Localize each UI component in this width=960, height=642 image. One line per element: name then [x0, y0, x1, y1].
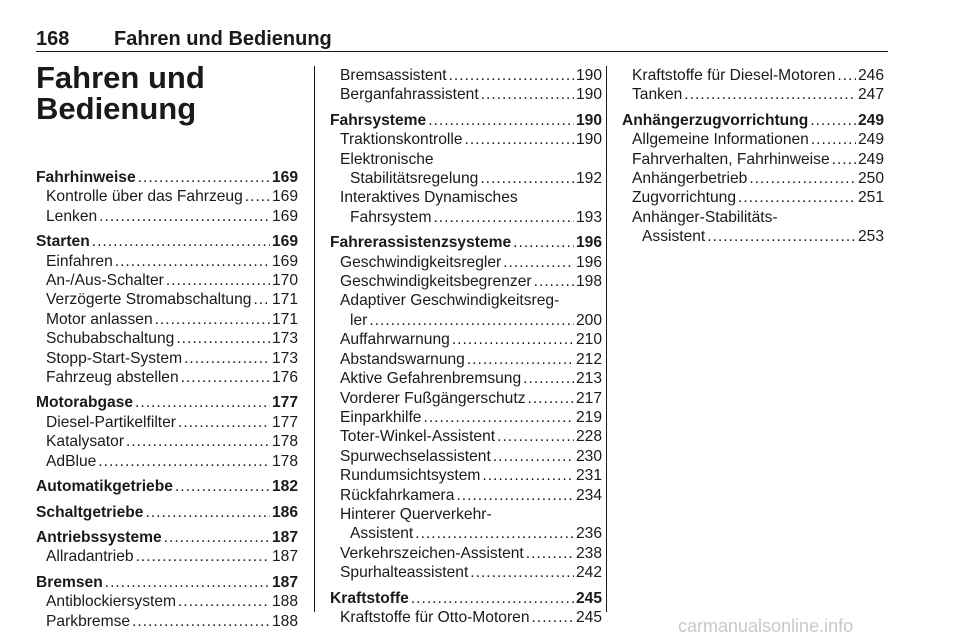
- dot-leader: [136, 547, 270, 566]
- toc-section-entry[interactable]: [330, 233, 602, 252]
- dot-leader: [493, 447, 574, 466]
- toc-entry-label: Einfahren: [46, 252, 113, 270]
- toc-entry-label: Abstandswarnung: [340, 350, 465, 368]
- dot-leader: [470, 563, 574, 582]
- toc-entry-label: Anhänger-Stabilitäts-: [632, 208, 778, 226]
- toc-entry-label: Spurhalteassistent: [340, 564, 469, 582]
- dot-leader: [532, 608, 574, 627]
- toc-entry-page: 177: [271, 394, 298, 412]
- toc-entry-label: Berganfahrassistent: [340, 86, 479, 104]
- dot-leader: [132, 612, 270, 631]
- toc-entry-page: 190: [575, 111, 602, 129]
- dot-leader: [166, 271, 270, 290]
- toc-entry[interactable]: [36, 252, 298, 271]
- chapter-title-line-2: Bedienung: [36, 91, 197, 126]
- toc-entry-page: 217: [575, 389, 602, 407]
- toc-entry-page: 236: [575, 525, 602, 543]
- toc-entry-page: 169: [271, 252, 298, 270]
- dot-leader: [155, 310, 270, 329]
- dot-leader: [138, 168, 270, 187]
- toc-column-1: [36, 168, 298, 631]
- toc-entry-page: 171: [271, 310, 298, 328]
- toc-section-entry[interactable]: [36, 528, 298, 547]
- toc-entry-page: 200: [575, 311, 602, 329]
- toc-entry[interactable]: [36, 290, 298, 309]
- toc-entry-page: 246: [857, 67, 884, 84]
- toc-entry-page: 190: [575, 86, 602, 104]
- dot-leader: [415, 524, 574, 543]
- toc-entry-page: 249: [857, 150, 884, 168]
- toc-entry-page: 238: [575, 544, 602, 562]
- toc-entry-page: 173: [271, 349, 298, 367]
- toc-entry-label: Motor anlassen: [46, 310, 153, 328]
- toc-entry[interactable]: [36, 452, 298, 471]
- toc-entry-page: 196: [575, 253, 602, 271]
- toc-entry-label: Kraftstoffe: [330, 589, 409, 607]
- toc-entry-label: An-/Aus-Schalter: [46, 272, 164, 290]
- toc-entry[interactable]: [330, 85, 602, 104]
- dot-leader: [98, 452, 270, 471]
- toc-entry-label: Fahrerassistenzsysteme: [330, 234, 512, 252]
- toc-section-entry[interactable]: [36, 503, 298, 522]
- toc-entry-label: Fahrsysteme: [330, 111, 427, 129]
- dot-leader: [245, 187, 270, 206]
- toc-entry-page: 177: [271, 413, 298, 431]
- dot-leader: [465, 130, 574, 149]
- chapter-title: [36, 62, 306, 124]
- toc-entry-label: Spurwechselassistent: [340, 447, 491, 465]
- toc-entry-label: ler: [350, 311, 368, 329]
- toc-entry-page: 186: [271, 503, 298, 521]
- toc-entry[interactable]: [36, 413, 298, 432]
- toc-entry[interactable]: [330, 66, 602, 85]
- dot-leader: [105, 573, 270, 592]
- toc-section-entry[interactable]: [330, 589, 602, 608]
- toc-entry-label: Fahrzeug abstellen: [46, 369, 179, 387]
- toc-entry-page: 247: [857, 86, 884, 104]
- toc-section-entry[interactable]: [36, 477, 298, 496]
- toc-entry[interactable]: [622, 188, 884, 207]
- toc-entry-label: Allgemeine Informationen: [632, 131, 809, 149]
- dot-leader: [837, 66, 856, 85]
- toc-entry-page: 249: [857, 131, 884, 149]
- dot-leader: [707, 227, 856, 246]
- toc-entry-label: Zugvorrichtung: [632, 189, 737, 207]
- toc-entry-label: AdBlue: [46, 452, 97, 470]
- toc-entry-page: 251: [857, 189, 884, 207]
- toc-entry-page: 242: [575, 564, 602, 582]
- toc-entry[interactable]: [36, 310, 298, 329]
- toc-entry[interactable]: [622, 227, 884, 246]
- watermark: carmanualsonline.info: [678, 616, 854, 636]
- column-divider-1: [314, 66, 315, 612]
- dot-leader: [178, 413, 270, 432]
- toc-entry-page: 213: [575, 370, 602, 388]
- dot-leader: [810, 111, 856, 130]
- toc-entry[interactable]: [330, 505, 602, 524]
- toc-entry-page: 230: [575, 447, 602, 465]
- dot-leader: [92, 232, 270, 251]
- toc-entry[interactable]: [36, 271, 298, 290]
- chapter-title-line-1: Fahren und: [36, 60, 205, 95]
- toc-entry[interactable]: [622, 150, 884, 169]
- dot-leader: [411, 589, 574, 608]
- column-divider-2: [606, 66, 607, 612]
- toc-entry-page: 192: [575, 170, 602, 188]
- dot-leader: [452, 330, 574, 349]
- toc-section-entry[interactable]: [36, 393, 298, 412]
- dot-leader: [428, 111, 574, 130]
- dot-leader: [184, 349, 270, 368]
- toc-entry-page: 198: [575, 273, 602, 291]
- toc-entry-label: Rückfahrkamera: [340, 486, 455, 504]
- toc-entry[interactable]: [36, 349, 298, 368]
- toc-column-2: [330, 66, 602, 627]
- dot-leader: [115, 252, 270, 271]
- header-rule: [36, 51, 888, 52]
- dot-leader: [449, 66, 574, 85]
- dot-leader: [528, 389, 574, 408]
- page-number: 168: [36, 28, 70, 50]
- toc-entry[interactable]: [330, 447, 602, 466]
- toc-entry[interactable]: [622, 169, 884, 188]
- toc-entry-page: 169: [271, 188, 298, 206]
- toc-entry-label: Bremsen: [36, 573, 103, 591]
- dot-leader: [832, 150, 856, 169]
- toc-entry[interactable]: [330, 272, 602, 291]
- toc-entry-page: 188: [271, 612, 298, 630]
- toc-entry-label: Kraftstoffe für Diesel-Motoren: [632, 67, 836, 84]
- toc-entry[interactable]: [330, 389, 602, 408]
- toc-entry-label: Antiblockiersystem: [46, 593, 176, 611]
- dot-leader: [176, 329, 270, 348]
- toc-entry[interactable]: [36, 368, 298, 387]
- toc-section-entry[interactable]: [622, 111, 884, 130]
- toc-entry-label: Schaltgetriebe: [36, 503, 144, 521]
- toc-entry-page: 210: [575, 331, 602, 349]
- toc-entry-label: Rundumsichtsystem: [340, 467, 481, 485]
- toc-entry-label: Lenken: [46, 207, 98, 225]
- toc-entry-label: Automatikgetriebe: [36, 478, 173, 496]
- toc-entry-label: Starten: [36, 233, 90, 251]
- dot-leader: [126, 432, 270, 451]
- dot-leader: [178, 592, 270, 611]
- toc-entry-page: 173: [271, 330, 298, 348]
- toc-entry[interactable]: [330, 169, 602, 188]
- toc-entry-label: Anhängerzugvorrichtung: [622, 111, 809, 129]
- toc-entry-page: 171: [271, 291, 298, 309]
- toc-entry-page: 187: [271, 573, 298, 591]
- toc-entry[interactable]: [36, 592, 298, 611]
- toc-entry-label: Verkehrszeichen-Assistent: [340, 544, 524, 562]
- dot-leader: [145, 503, 270, 522]
- toc-entry[interactable]: [36, 432, 298, 451]
- toc-entry-page: 231: [575, 467, 602, 485]
- toc-entry[interactable]: [330, 150, 602, 169]
- toc-entry-label: Interaktives Dynamisches: [340, 189, 518, 207]
- toc-entry[interactable]: [330, 466, 602, 485]
- toc-entry[interactable]: [330, 350, 602, 369]
- toc-entry-label: Tanken: [632, 86, 683, 104]
- toc-entry[interactable]: [330, 369, 602, 388]
- toc-entry[interactable]: [330, 608, 602, 627]
- toc-entry-page: 253: [857, 228, 884, 246]
- toc-entry-page: 190: [575, 67, 602, 84]
- page-header: [36, 28, 888, 52]
- toc-entry[interactable]: [36, 612, 298, 631]
- dot-leader: [684, 85, 856, 104]
- running-title: Fahren und Bedienung: [114, 28, 332, 50]
- toc-entry-page: 193: [575, 208, 602, 226]
- toc-entry-page: 178: [271, 433, 298, 451]
- dot-leader: [513, 233, 574, 252]
- dot-leader: [503, 253, 574, 272]
- toc-entry-label: Katalysator: [46, 433, 125, 451]
- dot-leader: [423, 408, 573, 427]
- dot-leader: [749, 169, 856, 188]
- toc-entry-label: Aktive Gefahrenbremsung: [340, 370, 522, 388]
- toc-entry-page: 187: [271, 528, 298, 546]
- toc-entry-page: 196: [575, 234, 602, 252]
- toc-entry-label: Einparkhilfe: [340, 408, 422, 426]
- toc-entry-page: 187: [271, 548, 298, 566]
- toc-entry[interactable]: [622, 66, 884, 85]
- toc-entry-label: Stopp-Start-System: [46, 349, 183, 367]
- toc-section-entry[interactable]: [330, 111, 602, 130]
- dot-leader: [534, 272, 574, 291]
- toc-entry-page: 178: [271, 452, 298, 470]
- dot-leader: [369, 311, 574, 330]
- toc-entry[interactable]: [330, 563, 602, 582]
- toc-section-entry[interactable]: [36, 232, 298, 251]
- dot-leader: [480, 169, 574, 188]
- toc-entry[interactable]: [36, 329, 298, 348]
- toc-entry-label: Fahrhinweise: [36, 169, 136, 186]
- toc-entry-label: Kontrolle über das Fahrzeug: [46, 188, 243, 206]
- toc-entry-page: 169: [271, 207, 298, 225]
- toc-entry-label: Assistent: [350, 525, 414, 543]
- toc-entry-label: Fahrsystem: [350, 208, 432, 226]
- toc-entry[interactable]: [330, 408, 602, 427]
- toc-entry[interactable]: [36, 207, 298, 226]
- toc-entry[interactable]: [330, 311, 602, 330]
- dot-leader: [456, 486, 574, 505]
- toc-entry-label: Antriebssysteme: [36, 528, 162, 546]
- toc-entry[interactable]: [330, 544, 602, 563]
- toc-entry-label: Auffahrwarnung: [340, 331, 450, 349]
- toc-entry-label: Diesel-Partikelfilter: [46, 413, 176, 431]
- toc-entry-label: Adaptiver Geschwindigkeitsreg-: [340, 292, 560, 310]
- toc-entry-label: Parkbremse: [46, 612, 131, 630]
- dot-leader: [99, 207, 270, 226]
- toc-entry-label: Geschwindigkeitsbegrenzer: [340, 273, 532, 291]
- dot-leader: [175, 477, 270, 496]
- toc-entry-page: 212: [575, 350, 602, 368]
- toc-entry-label: Bremsassistent: [340, 67, 447, 84]
- toc-entry-page: 228: [575, 428, 602, 446]
- toc-entry-page: 249: [857, 111, 884, 129]
- dot-leader: [467, 350, 574, 369]
- toc-entry-label: Fahrverhalten, Fahrhinweise: [632, 150, 830, 168]
- dot-leader: [135, 393, 270, 412]
- dot-leader: [164, 528, 270, 547]
- toc-entry-label: Motorabgase: [36, 394, 134, 412]
- toc-entry[interactable]: [36, 547, 298, 566]
- toc-entry-page: 169: [271, 233, 298, 251]
- toc-entry-page: 182: [271, 478, 298, 496]
- toc-entry[interactable]: [330, 486, 602, 505]
- toc-entry-page: 170: [271, 272, 298, 290]
- toc-entry-label: Elektronische: [340, 150, 434, 168]
- dot-leader: [523, 369, 574, 388]
- toc-entry[interactable]: [36, 187, 298, 206]
- toc-entry-label: Anhängerbetrieb: [632, 170, 748, 188]
- toc-entry-label: Vorderer Fußgängerschutz: [340, 389, 526, 407]
- toc-entry-label: Hinterer Querverkehr-: [340, 505, 492, 523]
- dot-leader: [481, 85, 574, 104]
- toc-entry-label: Assistent: [642, 228, 706, 246]
- toc-entry-page: 245: [575, 589, 602, 607]
- dot-leader: [526, 544, 574, 563]
- toc-entry-page: 188: [271, 593, 298, 611]
- toc-entry-label: Verzögerte Stromabschaltung: [46, 291, 252, 309]
- toc-entry[interactable]: [330, 188, 602, 207]
- toc-entry-page: 176: [271, 369, 298, 387]
- toc-entry[interactable]: [622, 130, 884, 149]
- dot-leader: [738, 188, 856, 207]
- toc-entry[interactable]: [622, 208, 884, 227]
- toc-entry-page: 190: [575, 131, 602, 149]
- toc-entry-label: Allradantrieb: [46, 548, 134, 566]
- toc-entry[interactable]: [330, 130, 602, 149]
- toc-entry[interactable]: [330, 330, 602, 349]
- toc-column-3: [622, 66, 884, 247]
- toc-entry-label: Traktionskontrolle: [340, 131, 463, 149]
- toc-entry-page: 169: [271, 169, 298, 186]
- toc-entry-page: 245: [575, 608, 602, 626]
- toc-entry[interactable]: [330, 524, 602, 543]
- toc-section-entry[interactable]: [36, 168, 298, 187]
- dot-leader: [811, 130, 856, 149]
- dot-leader: [497, 427, 574, 446]
- toc-entry[interactable]: [622, 85, 884, 104]
- toc-entry-page: 234: [575, 486, 602, 504]
- dot-leader: [482, 466, 574, 485]
- dot-leader: [253, 290, 270, 309]
- toc-entry-label: Stabilitätsregelung: [350, 170, 479, 188]
- toc-entry[interactable]: [330, 427, 602, 446]
- toc-entry-label: Geschwindigkeitsregler: [340, 253, 502, 271]
- toc-entry[interactable]: [330, 291, 602, 310]
- toc-entry-label: Schubabschaltung: [46, 330, 175, 348]
- toc-entry-label: Toter-Winkel-Assistent: [340, 428, 496, 446]
- toc-entry-page: 250: [857, 170, 884, 188]
- toc-section-entry[interactable]: [36, 573, 298, 592]
- toc-entry[interactable]: [330, 253, 602, 272]
- toc-entry[interactable]: [330, 208, 602, 227]
- toc-entry-page: 219: [575, 408, 602, 426]
- dot-leader: [181, 368, 270, 387]
- dot-leader: [433, 208, 574, 227]
- toc-entry-label: Kraftstoffe für Otto-Motoren: [340, 608, 530, 626]
